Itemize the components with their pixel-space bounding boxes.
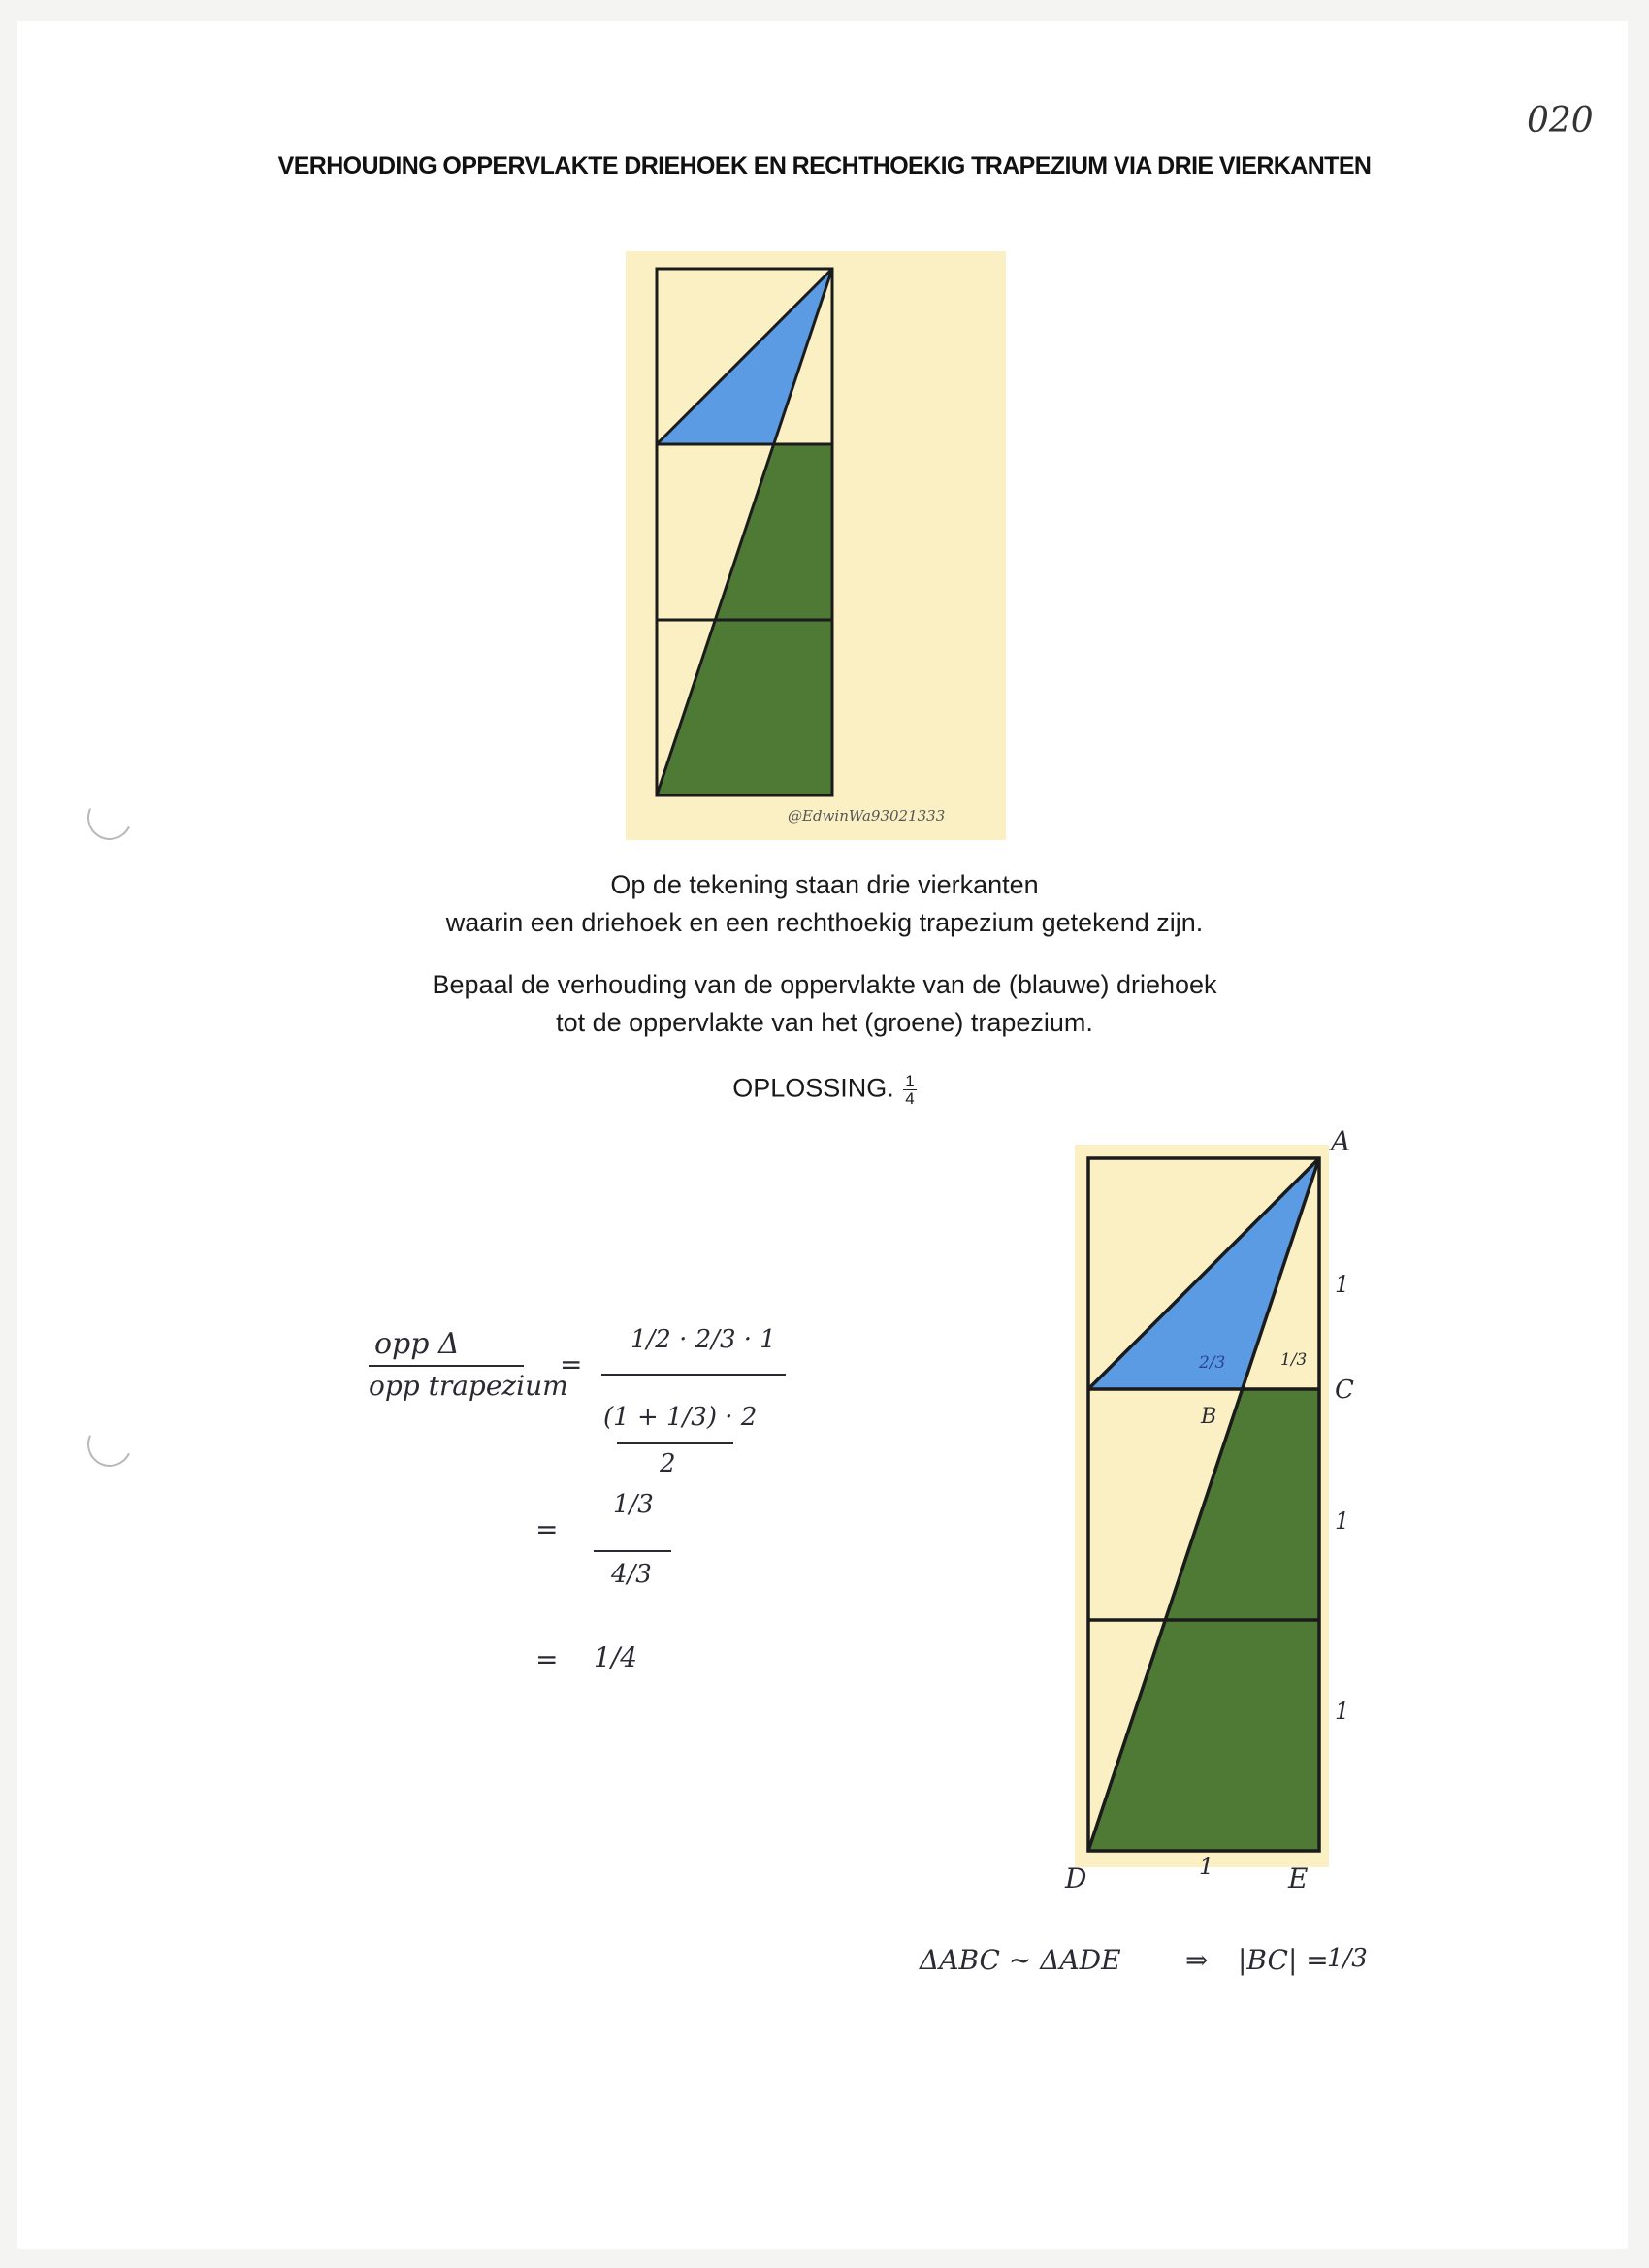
calc-equals-1: = <box>560 1348 583 1380</box>
calc-lhs-fraction-bar <box>369 1365 524 1367</box>
calc-rhs2-numerator: 1/3 <box>613 1490 654 1519</box>
label-A: A <box>1331 1125 1351 1157</box>
similarity-result-value: 1/3 <box>1327 1944 1368 1973</box>
similarity-statement: ΔABC ~ ΔADE <box>920 1944 1121 1976</box>
solution-line <box>0 1073 1649 1107</box>
label-seg-left-of-B: 2/3 <box>1199 1353 1226 1373</box>
calc-rhs2-denominator: 4/3 <box>611 1560 652 1589</box>
problem-line-2: waarin een driehoek en een rechthoekig trapezium getekend zijn. <box>445 908 1204 937</box>
page-number: 020 <box>1527 101 1594 141</box>
calc-result: 1/4 <box>594 1641 638 1673</box>
similarity-arrow: ⇒ <box>1185 1944 1209 1976</box>
calc-rhs1-numerator: 1/2 · 2/3 · 1 <box>630 1325 776 1354</box>
label-side-DE: 1 <box>1199 1853 1214 1880</box>
label-B: B <box>1201 1405 1217 1429</box>
calc-rhs1-denominator: (1 + 1/3) · 2 <box>603 1403 758 1432</box>
solution-denominator: 4 <box>905 1089 915 1108</box>
problem-line-3: Bepaal de verhouding van de oppervlakte van de (blauwe) driehoek <box>432 970 1217 999</box>
solution-fraction <box>903 1073 916 1107</box>
watermark: @EdwinWa93021333 <box>788 807 946 825</box>
calc-rhs1-inner-bar <box>617 1442 733 1444</box>
calc-lhs-numerator: opp Δ <box>374 1327 460 1361</box>
label-E: E <box>1288 1863 1309 1895</box>
calc-equals-2: = <box>535 1513 559 1545</box>
calc-equals-3: = <box>535 1643 559 1675</box>
annotated-figure <box>1075 1145 1329 1867</box>
calc-rhs1-denominator-bottom: 2 <box>660 1449 676 1478</box>
annotated-figure-svg <box>1075 1145 1329 1867</box>
calc-rhs2-fraction-bar <box>594 1550 671 1552</box>
calc-rhs1-fraction-bar <box>601 1374 786 1376</box>
label-side-low: 1 <box>1335 1698 1350 1725</box>
label-seg-BC: 1/3 <box>1280 1350 1308 1370</box>
label-D: D <box>1065 1863 1087 1895</box>
calc-lhs-denominator: opp trapezium <box>369 1370 568 1402</box>
label-side-mid: 1 <box>1335 1507 1350 1535</box>
label-C: C <box>1335 1376 1354 1405</box>
top-figure-svg <box>626 251 1006 840</box>
solution-numerator: 1 <box>905 1072 915 1090</box>
problem-line-1: Op de tekening staan drie vierkanten <box>610 870 1039 899</box>
top-figure <box>626 251 1006 840</box>
problem-line-4: tot de oppervlakte van het (groene) trapezium. <box>556 1008 1093 1037</box>
solution-label: OPLOSSING. <box>732 1073 894 1103</box>
page-title: VERHOUDING OPPERVLAKTE DRIEHOEK EN RECHTHOEKIG TRAPEZIUM VIA DRIE VIERKANTEN <box>277 152 1372 179</box>
label-side-AC: 1 <box>1335 1271 1350 1298</box>
similarity-result-prefix: |BC| = <box>1238 1944 1329 1976</box>
